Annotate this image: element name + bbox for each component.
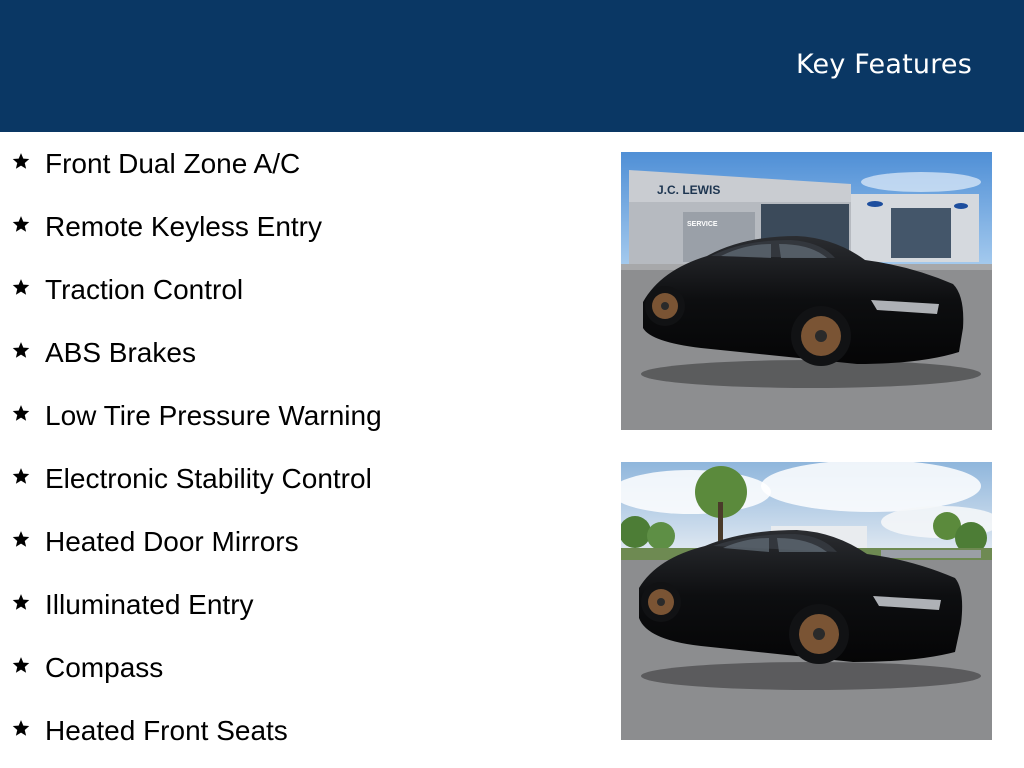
feature-item: [0, 447, 600, 510]
car-photo-illustration: [621, 462, 992, 740]
feature-item: [0, 195, 600, 258]
star-icon: [12, 593, 30, 611]
feature-item: [0, 132, 600, 195]
feature-label: Traction Control: [45, 274, 244, 305]
page-title: Key Features: [795, 49, 972, 80]
star-icon: [12, 467, 30, 485]
feature-label: Low Tire Pressure Warning: [45, 400, 382, 431]
star-icon: [12, 152, 30, 170]
star-icon: [12, 656, 30, 674]
vehicle-photo-dealership: [621, 152, 992, 430]
star-icon: [12, 719, 30, 737]
feature-item: [0, 699, 600, 762]
star-icon: [12, 278, 30, 296]
feature-item: [0, 510, 600, 573]
feature-item: [0, 321, 600, 384]
feature-label: Remote Keyless Entry: [45, 211, 322, 242]
star-icon: [12, 404, 30, 422]
vehicle-photo-parking-lot: [621, 462, 992, 740]
header-banner: [0, 0, 1024, 132]
star-icon: [12, 530, 30, 548]
feature-label: Heated Door Mirrors: [45, 526, 299, 557]
feature-label: Electronic Stability Control: [45, 463, 372, 494]
feature-label: Compass: [45, 652, 164, 683]
service-sign: SERVICE: [687, 221, 718, 228]
feature-item: [0, 573, 600, 636]
feature-label: Heated Front Seats: [45, 715, 288, 746]
feature-item: [0, 384, 600, 447]
star-icon: [12, 341, 30, 359]
star-icon: [12, 215, 30, 233]
feature-item: [0, 636, 600, 699]
feature-label: Front Dual Zone A/C: [45, 148, 301, 179]
dealer-sign: J.C. LEWIS: [657, 183, 721, 197]
feature-label: ABS Brakes: [45, 337, 196, 368]
feature-label: Illuminated Entry: [45, 589, 254, 620]
feature-item: [0, 258, 600, 321]
car-photo-illustration: [621, 152, 992, 430]
